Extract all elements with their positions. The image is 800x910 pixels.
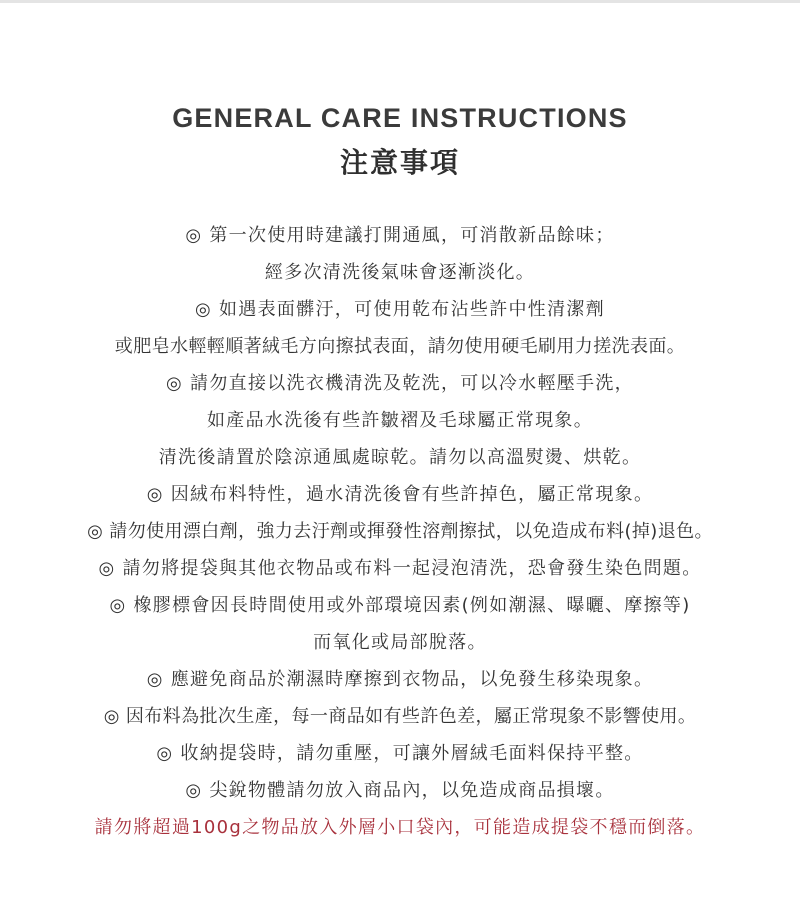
instruction-line: ◎ 請勿使用漂白劑，強力去汙劑或揮發性溶劑擦拭，以免造成布料(掉)退色。 xyxy=(87,521,713,542)
instruction-line: 如產品水洗後有些許皺褶及毛球屬正常現象。 xyxy=(207,410,593,431)
top-divider xyxy=(0,0,800,3)
page-title-english: GENERAL CARE INSTRUCTIONS xyxy=(172,103,628,133)
instruction-line: ◎ 第一次使用時建議打開通風，可消散新品餘味； xyxy=(185,225,615,246)
warning-line: 請勿將超過100g之物品放入外層小口袋內，可能造成提袋不穩而倒落。 xyxy=(94,817,706,838)
instruction-line: ◎ 如遇表面髒汙，可使用乾布沾些許中性清潔劑 xyxy=(194,299,606,320)
instruction-line: 或肥皂水輕輕順著絨毛方向擦拭表面，請勿使用硬毛刷用力搓洗表面。 xyxy=(114,336,686,357)
instruction-line: 經多次清洗後氣味會逐漸淡化。 xyxy=(264,262,536,283)
instruction-line: ◎ 因絨布料特性，過水清洗後會有些許掉色，屬正常現象。 xyxy=(146,484,654,505)
care-instructions-list xyxy=(0,217,800,846)
instruction-line: ◎ 尖銳物體請勿放入商品內，以免造成商品損壞。 xyxy=(185,780,615,801)
instruction-line: ◎ 因布料為批次生產，每一商品如有些許色差，屬正常現象不影響使用。 xyxy=(103,706,697,727)
instruction-line: ◎ 橡膠標會因長時間使用或外部環境因素(例如潮濕、曝曬、摩擦等) xyxy=(109,595,691,616)
instruction-line: ◎ 應避免商品於潮濕時摩擦到衣物品，以免發生移染現象。 xyxy=(146,669,654,690)
instruction-line: ◎ 請勿將提袋與其他衣物品或布料一起浸泡清洗，恐會發生染色問題。 xyxy=(98,558,702,579)
instruction-line: ◎ 收納提袋時，請勿重壓，可讓外層絨毛面料保持平整。 xyxy=(156,743,644,764)
instruction-line: 清洗後請置於陰涼通風處晾乾。請勿以高溫熨燙、烘乾。 xyxy=(158,447,642,468)
instruction-line: ◎ 請勿直接以洗衣機清洗及乾洗，可以冷水輕壓手洗， xyxy=(166,373,634,394)
page-title-chinese: 注意事項 xyxy=(339,146,460,179)
instruction-line: 而氧化或局部脫落。 xyxy=(313,632,487,653)
